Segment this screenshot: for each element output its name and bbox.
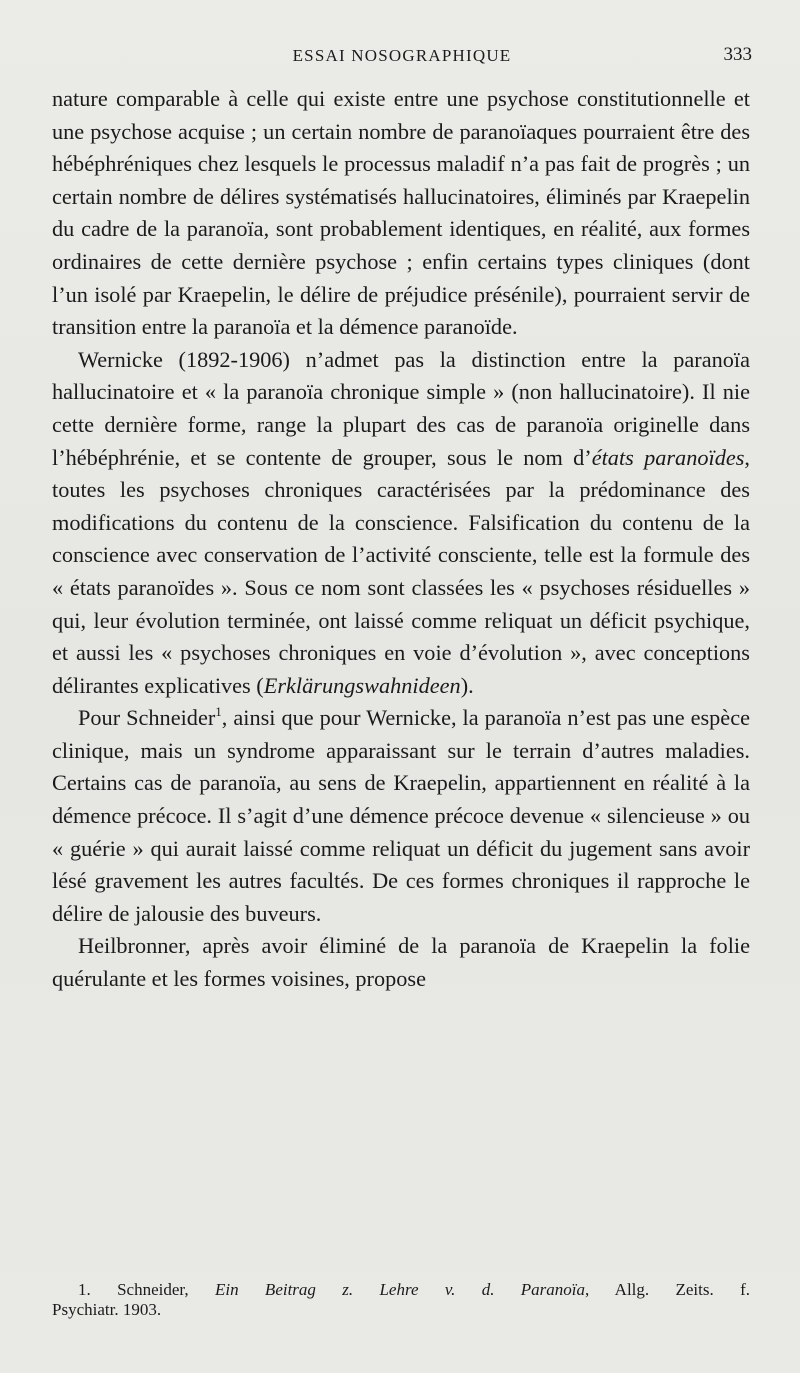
text-run: Pour Schneider xyxy=(78,705,216,731)
running-title: ESSAI NOSOGRAPHIQUE xyxy=(292,46,512,65)
footnote-reference[interactable]: 1 xyxy=(215,704,222,720)
italic-term: états paranoïdes xyxy=(591,444,745,470)
footnote-marker: 1. xyxy=(78,1280,91,1299)
footnote-line: Psychiatr. 1903. xyxy=(52,1300,162,1319)
page-header xyxy=(52,40,752,74)
text-run: nature comparable à celle qui existe entre une psychose constitutionnelle et une psychose acquise ; un certain nombre de paranoïaques pourraient être des hébéphréniques chez lesquels le processus maladif n’a pas fait de progrès ; un certain nombre de délires systématisés hallucinatoires, éliminés par Kraepelin du cadre de la paranoïa, sont probablement identiques, en réalité, aux formes ordinaires de cette dernière psychose ; enfin certains types cliniques (dont l’un isolé par Kraepelin, le délire de préjudice présénile), pourraient servir de transition entre la paranoïa et la démence paranoïde. xyxy=(52,86,750,340)
text-run: , ainsi que pour Wernicke, la paranoïa n’est pas une espèce clinique, mais un syndrome apparaissant sur le terrain d’autres maladies. Certains cas de paranoïa, au sens de Kraepelin, appartiennent en réalité à la démence précoce. Il s’agit d’une démence précoce devenue « silencieuse » ou « guérie » qui aurait laissé comme reliquat un déficit du jugement sans avoir lésé gravement les autres facultés. De ces formes chroniques il rapproche le délire de jalousie des buveurs. xyxy=(52,705,750,926)
text-run: ). xyxy=(460,672,474,698)
footnote-line xyxy=(52,1280,750,1300)
text-run: Heilbronner, après avoir éliminé de la paranoïa de Kraepelin la folie quérulante et les formes voisines, propose xyxy=(52,933,750,992)
italic-term: Erklärungswahnideen xyxy=(263,672,461,698)
paragraph-wernicke xyxy=(52,344,750,703)
footnote xyxy=(52,1280,750,1320)
page-number: 333 xyxy=(723,44,752,65)
text-run: , toutes les psychoses chroniques caractérisées par la prédominance des modifications du contenu de la conscience. Falsification du contenu de la conscience avec conservation de l’activité consciente, telle est la formule des « états paranoïdes ». Sous ce nom sont classées les « psychoses résiduelles » qui, leur évolution terminée, ont laissé comme reliquat un déficit psychique, et aussi les « psychoses chroniques en voie d’évolution », avec conceptions délirantes explicatives ( xyxy=(52,444,750,698)
paragraph-continuation xyxy=(52,83,750,344)
footnote-title: Ein Beitrag z. Lehre v. d. Paranoïa xyxy=(214,1280,586,1299)
footnote-text: Schneider, xyxy=(90,1280,215,1299)
footnote-text: , Allg. Zeits. f. xyxy=(585,1280,750,1299)
paragraph-schneider xyxy=(52,702,750,930)
paragraph-heilbronner xyxy=(52,930,750,995)
main-text xyxy=(52,83,750,996)
text-run: Wernicke (1892-1906) n’admet pas la distinction entre la paranoïa hallucinatoire et « la paranoïa chronique simple » (non hallucinatoire). Il nie cette dernière forme, range la plupart des cas de paranoïa originelle dans l’hébéphrénie, et se contente de grouper, sous le nom d’ xyxy=(52,346,750,470)
